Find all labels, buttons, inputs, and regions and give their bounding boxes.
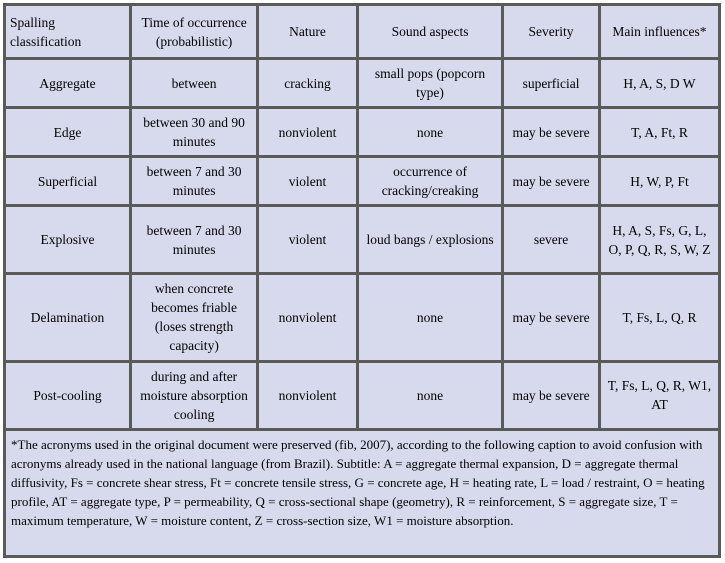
- table-row: [6, 207, 718, 272]
- table-cell: may be severe: [504, 363, 598, 428]
- table-cell: Explosive: [6, 207, 129, 272]
- footnote: *The acronyms used in the original document were preserved (fib, 2007), according to the following caption to avoid confusion with acronyms already used in the national language (from Brazil). Subtitle: A = aggregate thermal expansion, D = aggregate thermal diffusivity, Fs = concrete shear stress, Ft = concrete tensile stress, G = concrete age, H = heating rate, L = load / restraint, O = heating profile, AT = aggregate type, P = permeability, Q = cross-sectional shape (geometry), R = reinforcement, S = aggregate size, T = maximum temperature, W = moisture content, Z = cross-section size, W1 = moisture absorption.: [6, 431, 718, 555]
- spalling-table: [3, 3, 721, 558]
- table-cell: between 7 and 30 minutes: [132, 207, 256, 272]
- table-row: [6, 363, 718, 428]
- table-cell: H, W, P, Ft: [601, 158, 718, 204]
- header-cell: Sound aspects: [359, 6, 501, 57]
- table-cell: cracking: [259, 60, 356, 106]
- table-row: [6, 158, 718, 204]
- table-cell: severe: [504, 207, 598, 272]
- header-cell: Main influences*: [601, 6, 718, 57]
- table-cell: violent: [259, 158, 356, 204]
- table-cell: Post-cooling: [6, 363, 129, 428]
- table-cell: violent: [259, 207, 356, 272]
- table-cell: nonviolent: [259, 363, 356, 428]
- table-cell: H, A, S, Fs, G, L, O, P, Q, R, S, W, Z: [601, 207, 718, 272]
- table-frame: [3, 3, 721, 558]
- table-cell: nonviolent: [259, 275, 356, 359]
- table-cell: T, Fs, L, Q, R, W1, AT: [601, 363, 718, 428]
- header-cell: Spalling classification: [6, 6, 129, 57]
- table-cell: H, A, S, D W: [601, 60, 718, 106]
- table-cell: Edge: [6, 109, 129, 155]
- table-cell: during and after moisture absorption cooling: [132, 363, 256, 428]
- table-cell: small pops (popcorn type): [359, 60, 501, 106]
- table-cell: nonviolent: [259, 109, 356, 155]
- footnote-row: [6, 431, 718, 555]
- table-cell: Aggregate: [6, 60, 129, 106]
- table-cell: none: [359, 275, 501, 359]
- table-cell: Superficial: [6, 158, 129, 204]
- header-cell: Nature: [259, 6, 356, 57]
- table-cell: between: [132, 60, 256, 106]
- table-cell: may be severe: [504, 158, 598, 204]
- table-cell: loud bangs / explosions: [359, 207, 501, 272]
- table-cell: superficial: [504, 60, 598, 106]
- table-cell: between 7 and 30 minutes: [132, 158, 256, 204]
- table-cell: none: [359, 363, 501, 428]
- table-cell: occurrence of cracking/creaking: [359, 158, 501, 204]
- table-cell: T, A, Ft, R: [601, 109, 718, 155]
- header-cell: Severity: [504, 6, 598, 57]
- table-row: [6, 109, 718, 155]
- table-cell: T, Fs, L, Q, R: [601, 275, 718, 359]
- table-cell: may be severe: [504, 275, 598, 359]
- table-cell: none: [359, 109, 501, 155]
- header-cell: Time of occurrence (probabilistic): [132, 6, 256, 57]
- table-cell: Delamination: [6, 275, 129, 359]
- table-cell: between 30 and 90 minutes: [132, 109, 256, 155]
- table-row: [6, 60, 718, 106]
- table-cell: when concrete becomes friable (loses strength capacity): [132, 275, 256, 359]
- table-row: [6, 275, 718, 359]
- header-row: [6, 6, 718, 57]
- table-cell: may be severe: [504, 109, 598, 155]
